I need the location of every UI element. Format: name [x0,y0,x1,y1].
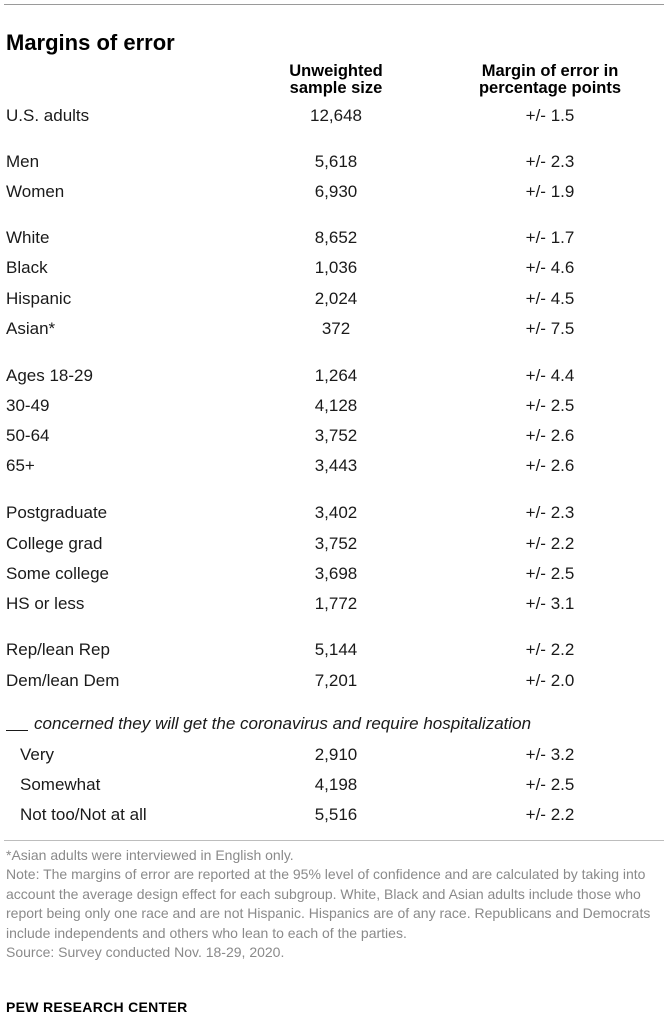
row-sample-size: 1,036 [314,258,358,277]
asian-footnote: *Asian adults were interviewed in English only. [6,847,294,863]
column-header-sample-size [266,63,406,97]
table-row [4,394,664,418]
row-margin-of-error: +/- 2.0 [525,671,575,690]
row-margin-of-error: +/- 2.2 [525,805,575,824]
row-label: Some college [6,564,110,583]
table-row [4,104,664,128]
question-blank [6,730,28,731]
table-row [4,226,664,250]
row-margin-of-error: +/- 2.6 [525,456,575,475]
question-heading [6,712,531,736]
row-label: Men [6,152,40,171]
table-row [4,256,664,280]
row-margin-of-error: +/- 2.2 [525,640,575,659]
row-label: Hispanic [6,289,72,308]
table-row [4,454,664,478]
row-margin-of-error: +/- 2.5 [525,564,575,583]
question-text: concerned they will get the coronavirus and require hospitalization [34,714,532,733]
row-label: Asian* [6,319,56,338]
footnotes [6,846,662,962]
row-label: Dem/lean Dem [6,671,120,690]
table-row [4,669,664,693]
row-margin-of-error: +/- 2.2 [525,534,575,553]
margins-of-error-table [4,4,664,1020]
table-row [4,803,664,827]
row-margin-of-error: +/- 4.4 [525,366,575,385]
row-label: Very [20,745,55,764]
column-header-margin-of-error [452,63,648,97]
row-margin-of-error: +/- 4.5 [525,289,575,308]
page-title: Margins of error [6,30,175,55]
notes-divider [4,840,664,841]
row-label: 50-64 [6,426,50,445]
row-sample-size: 8,652 [314,228,358,247]
row-margin-of-error: +/- 1.9 [525,182,575,201]
row-margin-of-error: +/- 2.5 [525,396,575,415]
row-margin-of-error: +/- 4.6 [525,258,575,277]
row-margin-of-error: +/- 2.3 [525,503,575,522]
row-label: College grad [6,534,103,553]
row-label: Ages 18-29 [6,366,93,385]
row-margin-of-error: +/- 1.5 [525,106,575,125]
row-label: Black [6,258,48,277]
row-margin-of-error: +/- 1.7 [525,228,575,247]
table-row [4,773,664,797]
row-sample-size: 2,910 [314,745,358,764]
table-row [4,364,664,388]
table-row [4,743,664,767]
source-note: Source: Survey conducted Nov. 18-29, 2020. [6,944,285,961]
row-sample-size: 1,264 [314,366,358,385]
table-row [4,562,664,586]
row-margin-of-error: +/- 7.5 [525,319,575,338]
row-margin-of-error: +/- 2.6 [525,426,575,445]
row-label: Rep/lean Rep [6,640,110,659]
row-label: HS or less [6,594,85,613]
table-row [4,150,664,174]
row-sample-size: 3,752 [314,426,358,445]
table-row [4,287,664,311]
row-sample-size: 3,402 [314,503,358,522]
row-sample-size: 5,144 [314,640,358,659]
table-row [4,638,664,662]
row-margin-of-error: +/- 2.5 [525,775,575,794]
row-sample-size: 7,201 [314,671,358,690]
table-row [4,592,664,616]
column-header-moe-line2: percentage points [478,79,622,97]
column-header-moe-line1: Margin of error in [481,62,619,80]
table-row [4,532,664,556]
row-label: White [6,228,50,247]
table-row [4,501,664,525]
table-row [4,317,664,341]
row-margin-of-error: +/- 3.2 [525,745,575,764]
row-sample-size: 5,516 [314,805,358,824]
table-row [4,180,664,204]
row-sample-size: 3,443 [314,456,358,475]
row-label: Women [6,182,65,201]
row-sample-size: 4,198 [314,775,358,794]
row-label: Postgraduate [6,503,108,522]
column-header-sample-size-line2: sample size [289,79,383,97]
row-label: Somewhat [20,775,101,794]
row-sample-size: 3,698 [314,564,358,583]
row-sample-size: 6,930 [314,182,358,201]
row-label: Not too/Not at all [20,805,147,824]
row-sample-size: 3,752 [314,534,358,553]
row-label: 65+ [6,456,35,475]
methodology-note: Note: The margins of error are reported at the 95% level of confidence and are calculated by taking into account the average design effect for each subgroup. White, Black and Asian adults include those who report being only one race and are not Hispanic. Hispanics are of any race. Republicans and Democrats include independents and others who lean to each of the parties. [6,866,651,941]
column-header-sample-size-line1: Unweighted [289,62,383,80]
table-row [4,424,664,448]
row-sample-size: 4,128 [314,396,358,415]
pew-research-center-logo: PEW RESEARCH CENTER [6,999,188,1015]
row-sample-size: 2,024 [314,289,358,308]
row-sample-size: 5,618 [314,152,358,171]
row-label: U.S. adults [6,106,90,125]
top-divider [4,4,664,5]
row-sample-size: 1,772 [314,594,358,613]
row-sample-size: 12,648 [310,106,362,125]
row-margin-of-error: +/- 2.3 [525,152,575,171]
row-sample-size: 372 [321,319,351,338]
row-margin-of-error: +/- 3.1 [525,594,575,613]
row-label: 30-49 [6,396,50,415]
